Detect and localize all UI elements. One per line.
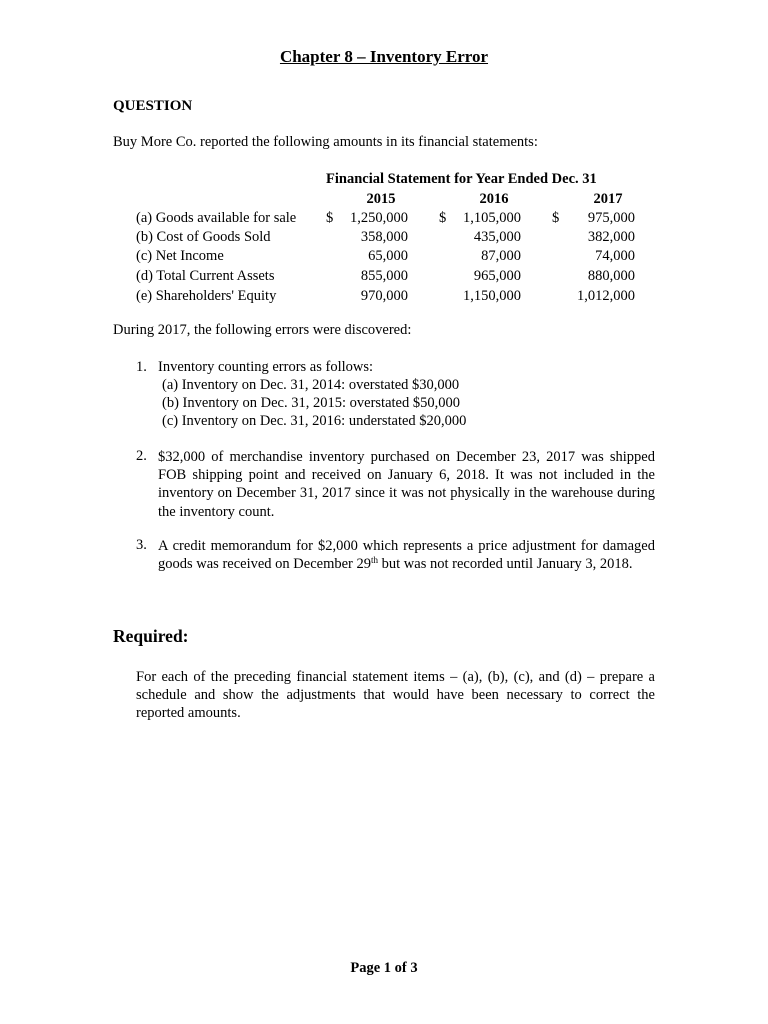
table-cell: 358,000: [360, 229, 408, 245]
table-row-label: (c) Net Income: [136, 248, 224, 264]
table-header: Financial Statement for Year Ended Dec. 31: [326, 171, 597, 187]
table-cell: 87,000: [481, 248, 521, 264]
sub-list-item: (c) Inventory on Dec. 31, 2016: understated $20,000: [162, 413, 467, 429]
question-heading: QUESTION: [113, 98, 193, 114]
table-cell: 975,000: [587, 210, 635, 226]
list-item-text: but was not recorded until January 3, 2018.: [378, 556, 633, 573]
table-cell: 1,012,000: [577, 288, 635, 304]
sub-list-item: (b) Inventory on Dec. 31, 2015: overstated $50,000: [162, 395, 460, 411]
list-number: 3.: [136, 537, 147, 553]
table-cell: 970,000: [360, 288, 408, 304]
table-cell: 855,000: [360, 268, 408, 284]
list-number: 2.: [136, 448, 147, 464]
table-cell: 382,000: [587, 229, 635, 245]
table-cell: 74,000: [595, 248, 635, 264]
table-cell: 880,000: [587, 268, 635, 284]
list-number: 1.: [136, 359, 147, 375]
table-row-label: (e) Shareholders' Equity: [136, 288, 277, 304]
year-header: 2016: [479, 191, 509, 207]
year-header: 2017: [593, 191, 623, 207]
table-cell: 1,150,000: [463, 288, 521, 304]
currency-symbol: $: [439, 210, 447, 226]
document-title: Chapter 8 – Inventory Error: [279, 47, 489, 66]
errors-intro: During 2017, the following errors were discovered:: [113, 322, 412, 338]
table-row-label: (b) Cost of Goods Sold: [136, 229, 271, 245]
currency-symbol: $: [326, 210, 334, 226]
currency-symbol: $: [552, 210, 560, 226]
required-heading: Required:: [113, 626, 189, 646]
page-number: Page 1 of 3: [350, 960, 418, 976]
list-item: $32,000 of merchandise inventory purchased on December 23, 2017 was shipped FOB shipping point and received on January 6, 2018. It was not included in the inventory on December 31, 2017 since it was not physically in the warehouse during the inventory count.: [158, 449, 655, 520]
intro-text: Buy More Co. reported the following amounts in its financial statements:: [113, 134, 538, 150]
table-cell: 1,250,000: [350, 210, 408, 226]
list-item-text: A credit memorandum for $2,000 which represents a price adjustment for damaged goods was received on December 29: [158, 538, 655, 573]
list-item: Inventory counting errors as follows:: [158, 359, 374, 375]
superscript: th: [371, 555, 379, 566]
table-row-label: (a) Goods available for sale: [136, 210, 297, 226]
table-cell: 1,105,000: [463, 210, 521, 226]
year-header: 2015: [366, 191, 396, 207]
table-cell: 65,000: [368, 248, 408, 264]
table-row-label: (d) Total Current Assets: [136, 268, 275, 284]
required-text: For each of the preceding financial statement items – (a), (b), (c), and (d) – prepare a schedule and show the adjustments that would have been necessary to correct the reported amounts.: [136, 669, 655, 722]
sub-list-item: (a) Inventory on Dec. 31, 2014: overstated $30,000: [162, 377, 460, 393]
table-cell: 435,000: [473, 229, 521, 245]
table-cell: 965,000: [473, 268, 521, 284]
list-item: [158, 537, 655, 573]
